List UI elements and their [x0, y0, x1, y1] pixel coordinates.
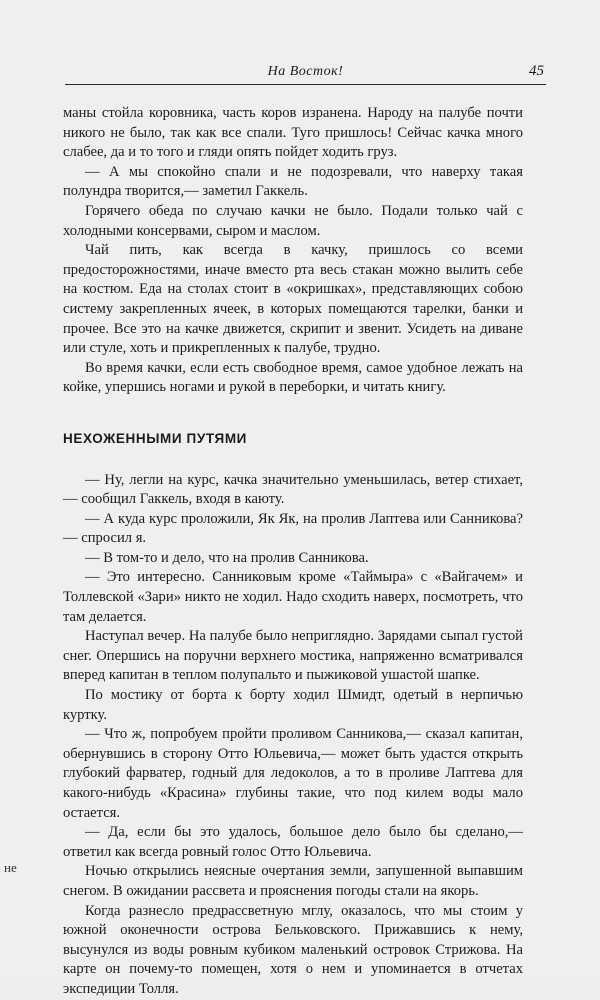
running-title: На Восток! [267, 64, 344, 79]
paragraph: По мостику от борта к борту ходил Шмидт, одетый в нерпичью куртку. [63, 687, 523, 723]
paragraph: — Да, если бы это удалось, большое дело было бы сделано,— ответил как всегда ровный голос Отто Юльевича. [63, 824, 523, 860]
paragraph: Горячего обеда по случаю качки не было. Подали только чай с холодными консервами, сыром и маслом. [63, 202, 523, 239]
section-title: НЕХОЖЕННЫМИ ПУТЯМИ [63, 430, 247, 446]
paragraph: маны стойла коровника, часть коров изранена. Народу на палубе почти никого не было, так как все спали. Туго пришлось! Сейчас качка много слабее, да и то того и гляди опять пойдет ходить груз. [63, 105, 523, 161]
paragraph: — В том-то и дело, что на пролив Санникова. [85, 549, 369, 566]
paragraph: Ночью открылись неясные очертания земли, запушенной выпавшим снегом. В ожидании рассвета и прояснения погоды стали на якорь. [63, 863, 523, 899]
paragraph: Когда разнесло предрассветную мглу, оказалось, что мы стоим у южной оконечности острова Бельковского. Прижавшись к нему, высунулся из воды ровным кубиком маленький островок Стрижова. На карте он почему-то помещен, хотя о нем и упоминается в отчетах экспедиции Толля. [63, 902, 523, 997]
paragraph: Чай пить, как всегда в качку, пришлось со всеми предосторожностями, иначе вместо рта весь стакан можно вылить себе на костюм. Еда на столах стоит в «окришках», представляющих собою систему закрепленных ячеек, в которых помещаются тарелки, банки и прочее. Все это на качке движется, скрипит и звенит. Усидеть на диване или стуле, хоть и прикрепленных к палубе, трудно. [63, 242, 523, 357]
paragraph: Наступал вечер. На палубе было неприглядно. Зарядами сыпал густой снег. Опершись на поручни верхнего мостика, напряженно всматривался вперед капитан в теплом полупальто и пыжиковой ушастой шапке. [63, 628, 523, 684]
paragraph: — А мы спокойно спали и не подозревали, что наверху такая полундра творится,— заметил Гаккель. [63, 163, 523, 200]
paragraph: — Ну, легли на курс, качка значительно уменьшилась, ветер стихает,— сообщил Гаккель, входя в каюту. [63, 471, 523, 508]
paragraph: — А куда курс проложили, Як Як, на пролив Лаптева или Санникова?— спросил я. [63, 510, 523, 547]
page-number: 45 [529, 63, 544, 79]
page-header [65, 60, 546, 85]
paragraph: — Что ж, попробуем пройти проливом Санникова,— сказал капитан, обернувшись в сторону Отто Юльевича,— может быть удастся открыть глубокий фарватер, годный для ледоколов, а то в проливе Лаптева для какого-нибудь «Красина» глубины такие, что под килем воды мало остается. [63, 726, 523, 821]
paragraph: — Это интересно. Санниковым кроме «Таймыра» с «Вайгачем» и Толлевской «Зари» никто не ходил. Надо сходить наверх, посмотреть, что там делается. [63, 569, 523, 625]
page-body [63, 104, 523, 1000]
paragraph: Во время качки, если есть свободное время, самое удобное лежать на койке, упершись ногами и рукой в переборки, и читать книгу. [63, 359, 523, 396]
margin-annotation: не [4, 860, 17, 875]
